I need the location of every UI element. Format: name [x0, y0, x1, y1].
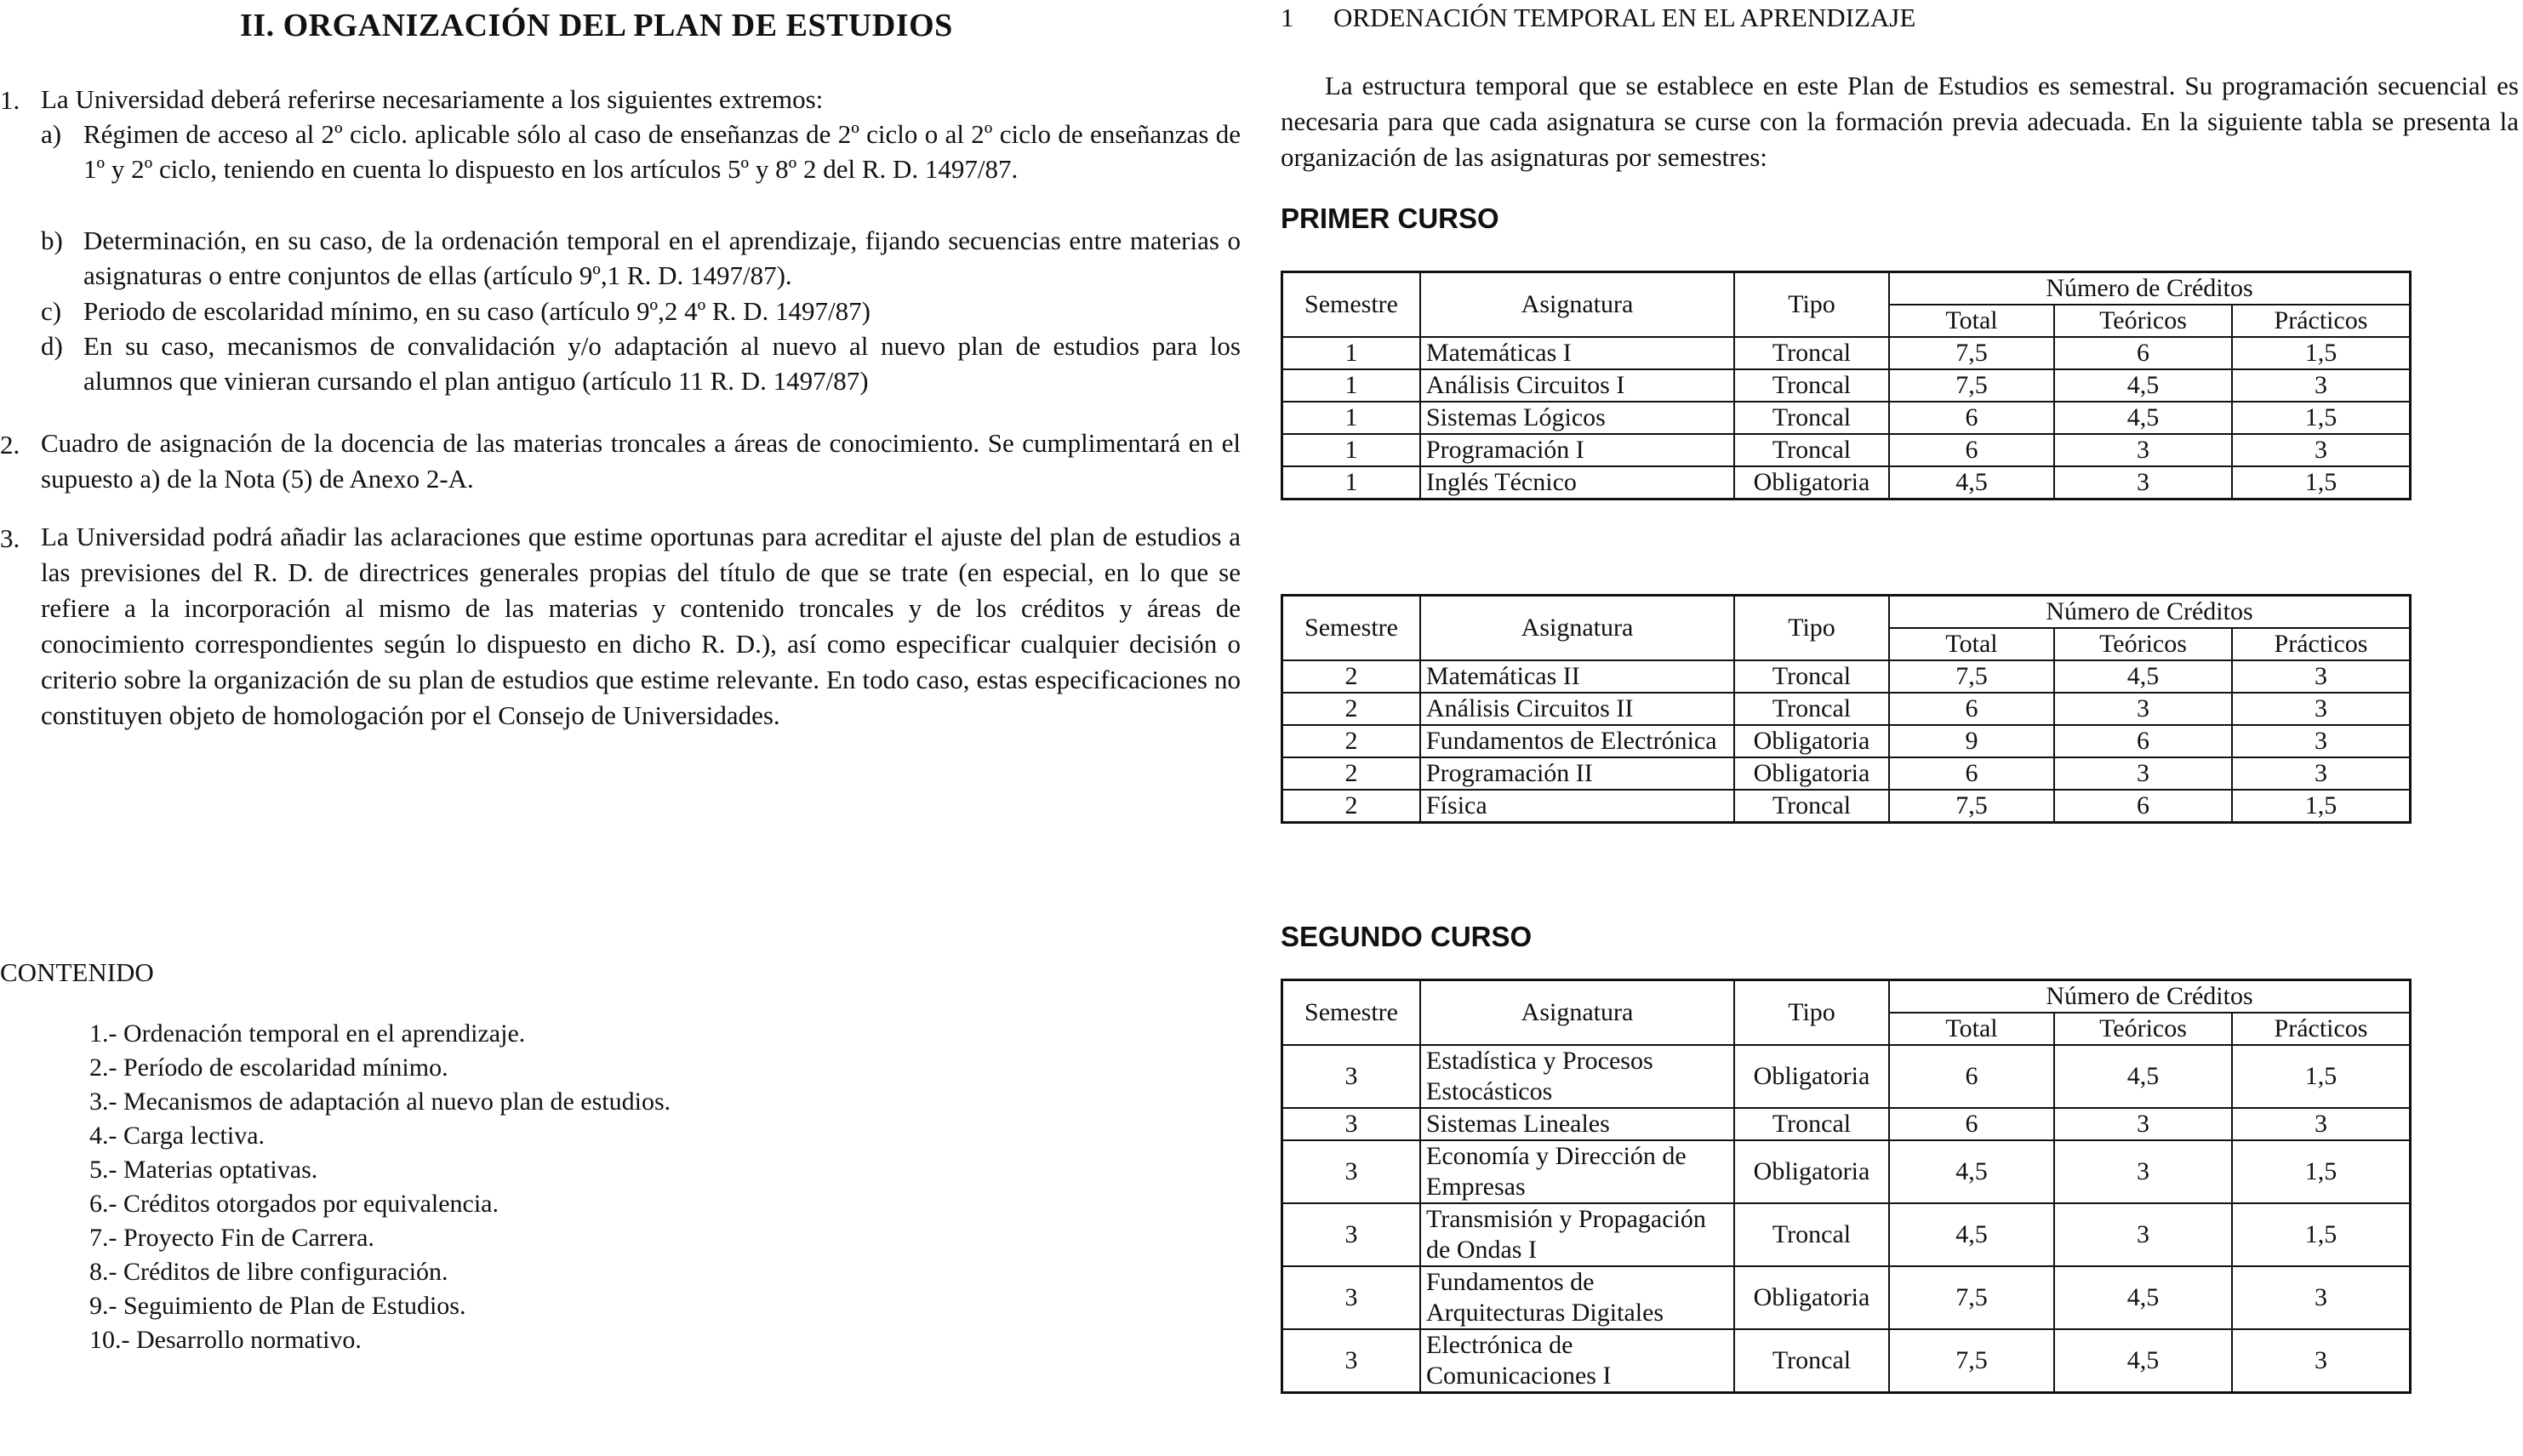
cell-total: 7,5 — [1889, 790, 2054, 823]
page-title: II. ORGANIZACIÓN DEL PLAN DE ESTUDIOS — [240, 8, 953, 43]
cell-total: 6 — [1889, 434, 2054, 466]
cell-semestre: 3 — [1282, 1329, 1421, 1393]
cell-practicos: 1,5 — [2232, 337, 2411, 369]
right-column — [1281, 0, 2523, 1456]
item-3-number: 3. — [0, 523, 20, 553]
subitem-c-label: c) — [41, 296, 62, 326]
contents-item: 5.- Materias optativas. — [89, 1156, 318, 1184]
col-asignatura: Asignatura — [1420, 272, 1734, 338]
cell-practicos: 1,5 — [2232, 1203, 2411, 1266]
cell-practicos: 3 — [2232, 1108, 2411, 1140]
cell-teoricos: 3 — [2054, 434, 2232, 466]
table-row — [1282, 1045, 2411, 1108]
cell-teoricos: 3 — [2054, 466, 2232, 500]
intro-paragraph: La estructura temporal que se establece en este Plan de Estudios es semestral. Su programación secuencial es necesaria para que cada asignatura se curse con la formación previa adecuada. En la siguiente tabla se presenta la organización de las asignaturas por semestres: — [1281, 71, 2519, 172]
col-creditos: Número de Créditos — [1889, 596, 2411, 629]
table-row — [1282, 337, 2411, 369]
subitem-b — [41, 223, 1241, 294]
table-row — [1282, 757, 2411, 790]
cell-tipo: Troncal — [1734, 369, 1889, 402]
table-row — [1282, 1266, 2411, 1329]
cell-asignatura: Análisis Circuitos I — [1420, 369, 1734, 402]
cell-semestre: 2 — [1282, 660, 1421, 693]
cell-teoricos: 4,5 — [2054, 369, 2232, 402]
col-teoricos: Teóricos — [2054, 1013, 2232, 1045]
cell-total: 7,5 — [1889, 1329, 2054, 1393]
cell-semestre: 3 — [1282, 1045, 1421, 1108]
cell-teoricos: 3 — [2054, 757, 2232, 790]
table-row — [1282, 1108, 2411, 1140]
cell-tipo: Troncal — [1734, 1108, 1889, 1140]
col-teoricos: Teóricos — [2054, 305, 2232, 337]
cell-teoricos: 4,5 — [2054, 1329, 2232, 1393]
cell-teoricos: 4,5 — [2054, 402, 2232, 434]
subitem-c-text: Periodo de escolaridad mínimo, en su caso (artículo 9º,2 4º R. D. 1497/87) — [83, 296, 870, 326]
credits-table-semester-1 — [1281, 271, 2412, 500]
cell-tipo: Obligatoria — [1734, 757, 1889, 790]
cell-semestre: 3 — [1282, 1140, 1421, 1203]
cell-total: 7,5 — [1889, 660, 2054, 693]
section-title: ORDENACIÓN TEMPORAL EN EL APRENDIZAJE — [1333, 3, 1916, 32]
contents-item: 2.- Período de escolaridad mínimo. — [89, 1053, 448, 1082]
cell-tipo: Obligatoria — [1734, 1140, 1889, 1203]
cell-asignatura: Estadística y Procesos Estocásticos — [1420, 1045, 1734, 1108]
cell-asignatura: Fundamentos de Electrónica — [1420, 725, 1734, 757]
cell-tipo: Troncal — [1734, 402, 1889, 434]
table-row — [1282, 1203, 2411, 1266]
cell-practicos: 3 — [2232, 693, 2411, 725]
cell-semestre: 1 — [1282, 466, 1421, 500]
col-semestre: Semestre — [1282, 596, 1421, 661]
cell-tipo: Troncal — [1734, 1329, 1889, 1393]
col-total: Total — [1889, 1013, 2054, 1045]
contents-item: 4.- Carga lectiva. — [89, 1122, 265, 1150]
col-tipo: Tipo — [1734, 596, 1889, 661]
table-row — [1282, 693, 2411, 725]
subitem-b-text: Determinación, en su caso, de la ordenación temporal en el aprendizaje, fijando secuencias entre materias o asignaturas o entre conjuntos de ellas (artículo 9º,1 R. D. 1497/87). — [83, 226, 1241, 290]
cell-asignatura: Economía y Dirección de Empresas — [1420, 1140, 1734, 1203]
cell-tipo: Troncal — [1734, 337, 1889, 369]
contents-list — [89, 1017, 671, 1357]
col-semestre: Semestre — [1282, 980, 1421, 1046]
cell-total: 4,5 — [1889, 466, 2054, 500]
cell-semestre: 1 — [1282, 434, 1421, 466]
table-body — [1282, 337, 2411, 500]
credits-table-semester-3 — [1281, 979, 2412, 1394]
cell-asignatura: Matemáticas I — [1420, 337, 1734, 369]
cell-teoricos: 6 — [2054, 725, 2232, 757]
contents-item: 8.- Créditos de libre configuración. — [89, 1258, 448, 1286]
cell-semestre: 1 — [1282, 402, 1421, 434]
table-row — [1282, 660, 2411, 693]
cell-practicos: 1,5 — [2232, 466, 2411, 500]
item-1-number: 1. — [0, 85, 20, 115]
cell-asignatura: Transmisión y Propagación de Ondas I — [1420, 1203, 1734, 1266]
cell-total: 6 — [1889, 757, 2054, 790]
cell-teoricos: 4,5 — [2054, 1045, 2232, 1108]
col-teoricos: Teóricos — [2054, 628, 2232, 660]
credits-table-semester-2 — [1281, 594, 2412, 824]
col-asignatura: Asignatura — [1420, 980, 1734, 1046]
cell-teoricos: 3 — [2054, 1108, 2232, 1140]
cell-teoricos: 6 — [2054, 790, 2232, 823]
cell-asignatura: Inglés Técnico — [1420, 466, 1734, 500]
cell-asignatura: Programación II — [1420, 757, 1734, 790]
contents-heading: CONTENIDO — [0, 957, 154, 987]
col-tipo: Tipo — [1734, 272, 1889, 338]
contents-item: 1.- Ordenación temporal en el aprendizaje. — [89, 1019, 526, 1048]
cell-tipo: Obligatoria — [1734, 466, 1889, 500]
cell-total: 4,5 — [1889, 1203, 2054, 1266]
col-creditos: Número de Créditos — [1889, 980, 2411, 1013]
segundo-curso-heading: SEGUNDO CURSO — [1281, 921, 1533, 952]
cell-asignatura: Matemáticas II — [1420, 660, 1734, 693]
cell-total: 7,5 — [1889, 369, 2054, 402]
cell-practicos: 3 — [2232, 434, 2411, 466]
table-body — [1282, 1045, 2411, 1393]
primer-curso-heading: PRIMER CURSO — [1281, 203, 1499, 234]
cell-practicos: 3 — [2232, 660, 2411, 693]
item-2-number: 2. — [0, 430, 20, 460]
col-total: Total — [1889, 305, 2054, 337]
table-row — [1282, 466, 2411, 500]
cell-total: 6 — [1889, 402, 2054, 434]
cell-tipo: Troncal — [1734, 1203, 1889, 1266]
cell-practicos: 3 — [2232, 1329, 2411, 1393]
col-total: Total — [1889, 628, 2054, 660]
cell-teoricos: 4,5 — [2054, 660, 2232, 693]
cell-tipo: Troncal — [1734, 434, 1889, 466]
table-row — [1282, 725, 2411, 757]
table-row — [1282, 434, 2411, 466]
col-practicos: Prácticos — [2232, 305, 2411, 337]
subitem-b-label: b) — [41, 226, 63, 255]
cell-total: 6 — [1889, 693, 2054, 725]
section-number: 1 — [1281, 3, 1294, 32]
cell-teoricos: 3 — [2054, 693, 2232, 725]
cell-practicos: 1,5 — [2232, 1140, 2411, 1203]
cell-practicos: 1,5 — [2232, 402, 2411, 434]
cell-semestre: 2 — [1282, 757, 1421, 790]
subitem-c — [41, 294, 1241, 329]
cell-teoricos: 4,5 — [2054, 1266, 2232, 1329]
cell-teoricos: 6 — [2054, 337, 2232, 369]
cell-tipo: Troncal — [1734, 693, 1889, 725]
cell-semestre: 1 — [1282, 337, 1421, 369]
left-column — [0, 0, 1251, 1456]
table-body — [1282, 660, 2411, 823]
cell-total: 6 — [1889, 1108, 2054, 1140]
cell-semestre: 3 — [1282, 1203, 1421, 1266]
subitem-a-label: a) — [41, 119, 62, 149]
col-tipo: Tipo — [1734, 980, 1889, 1046]
cell-practicos: 1,5 — [2232, 790, 2411, 823]
cell-asignatura: Programación I — [1420, 434, 1734, 466]
cell-tipo: Obligatoria — [1734, 1266, 1889, 1329]
cell-practicos: 3 — [2232, 369, 2411, 402]
table-row — [1282, 1140, 2411, 1203]
table-row — [1282, 369, 2411, 402]
col-asignatura: Asignatura — [1420, 596, 1734, 661]
contents-item: 3.- Mecanismos de adaptación al nuevo plan de estudios. — [89, 1088, 671, 1116]
col-semestre: Semestre — [1282, 272, 1421, 338]
contents-item: 7.- Proyecto Fin de Carrera. — [89, 1224, 374, 1252]
col-practicos: Prácticos — [2232, 628, 2411, 660]
subitem-d — [41, 328, 1241, 400]
item-2-text: Cuadro de asignación de la docencia de las materias troncales a áreas de conocimiento. Se cumplimentará en el supuesto a) de la Nota (5) de Anexo 2-A. — [41, 428, 1241, 494]
cell-asignatura: Análisis Circuitos II — [1420, 693, 1734, 725]
col-practicos: Prácticos — [2232, 1013, 2411, 1045]
contents-item: 9.- Seguimiento de Plan de Estudios. — [89, 1292, 466, 1320]
cell-asignatura: Sistemas Lineales — [1420, 1108, 1734, 1140]
cell-asignatura: Sistemas Lógicos — [1420, 402, 1734, 434]
cell-semestre: 2 — [1282, 790, 1421, 823]
col-creditos: Número de Créditos — [1889, 272, 2411, 305]
table-row — [1282, 1329, 2411, 1393]
subitem-d-label: d) — [41, 331, 63, 361]
cell-teoricos: 3 — [2054, 1140, 2232, 1203]
cell-asignatura: Física — [1420, 790, 1734, 823]
cell-semestre: 2 — [1282, 693, 1421, 725]
cell-tipo: Troncal — [1734, 660, 1889, 693]
cell-total: 7,5 — [1889, 337, 2054, 369]
item-1-text: La Universidad deberá referirse necesariamente a los siguientes extremos: — [41, 84, 824, 114]
cell-semestre: 1 — [1282, 369, 1421, 402]
table-row — [1282, 402, 2411, 434]
cell-tipo: Obligatoria — [1734, 1045, 1889, 1108]
cell-asignatura: Electrónica de Comunicaciones I — [1420, 1329, 1734, 1393]
cell-practicos: 3 — [2232, 1266, 2411, 1329]
cell-semestre: 2 — [1282, 725, 1421, 757]
contents-item: 10.- Desarrollo normativo. — [89, 1326, 362, 1354]
item-3-text: La Universidad podrá añadir las aclaraciones que estime oportunas para acreditar el ajuste del plan de estudios a las previsiones del R. D. de directrices generales propias del título de que se trate (en especial, en lo que se refiere a la incorporación al mismo de las materias y contenido troncales y de los créditos y áreas de conocimiento correspondientes según lo dispuesto en dicho R. D.), así como especificar cualquier decisión o criterio sobre la organización de su plan de estudios que estime relevante. En todo caso, estas especificaciones no constituyen objeto de homologación por el Consejo de Universidades. — [41, 522, 1241, 730]
cell-semestre: 3 — [1282, 1108, 1421, 1140]
cell-semestre: 3 — [1282, 1266, 1421, 1329]
cell-practicos: 3 — [2232, 725, 2411, 757]
cell-tipo: Troncal — [1734, 790, 1889, 823]
cell-tipo: Obligatoria — [1734, 725, 1889, 757]
cell-total: 6 — [1889, 1045, 2054, 1108]
cell-practicos: 1,5 — [2232, 1045, 2411, 1108]
cell-practicos: 3 — [2232, 757, 2411, 790]
cell-total: 9 — [1889, 725, 2054, 757]
cell-total: 4,5 — [1889, 1140, 2054, 1203]
subitem-a-text: Régimen de acceso al 2º ciclo. aplicable sólo al caso de enseñanzas de 2º ciclo o al 2º ciclo de enseñanzas de 1º y 2º ciclo, teniendo en cuenta lo dispuesto en los artículos 5º y 8º 2 del R. D. 1497/87. — [83, 119, 1241, 184]
cell-total: 7,5 — [1889, 1266, 2054, 1329]
cell-teoricos: 3 — [2054, 1203, 2232, 1266]
subitem-d-text: En su caso, mecanismos de convalidación y/o adaptación al nuevo al nuevo plan de estudios para los alumnos que vinieran cursando el plan antiguo (artículo 11 R. D. 1497/87) — [83, 331, 1241, 396]
table-row — [1282, 790, 2411, 823]
contents-item: 6.- Créditos otorgados por equivalencia. — [89, 1190, 499, 1218]
subitem-a — [41, 117, 1241, 223]
cell-asignatura: Fundamentos de Arquitecturas Digitales — [1420, 1266, 1734, 1329]
